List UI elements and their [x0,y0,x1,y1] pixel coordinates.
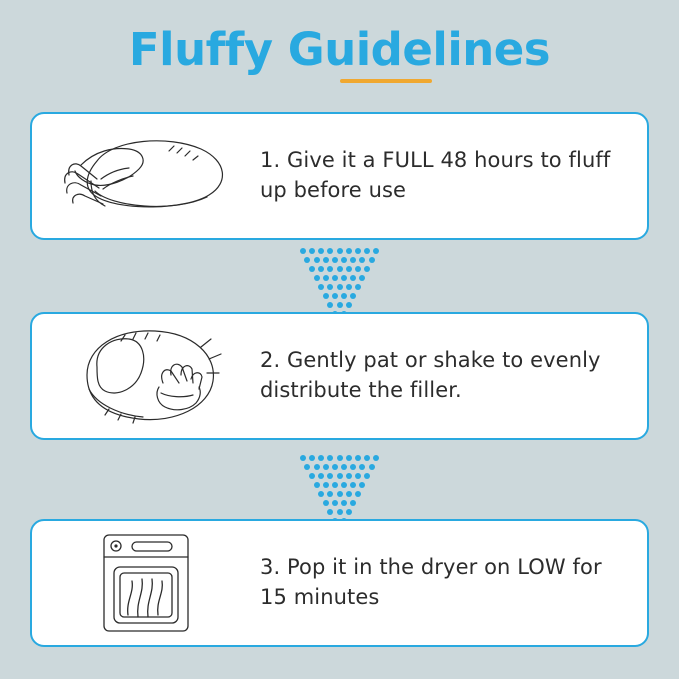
arrow-dot [355,266,361,272]
arrow-dot [369,464,375,470]
arrow-dot [337,455,343,461]
arrow-dot [350,482,356,488]
dot-row [298,491,381,500]
arrow-dot [327,266,333,272]
arrow-dot [359,464,365,470]
arrow-dot [355,491,361,497]
arrow-dot [359,482,365,488]
arrow-dot [341,257,347,263]
arrow-dot [337,302,343,308]
arrow-dot [309,473,315,479]
step-card-1 [30,112,649,240]
arrow-dot [337,473,343,479]
step-3-text: 3. Pop it in the dryer on LOW for 15 minutes [260,555,602,609]
hands-shaking-pillow-icon [51,317,241,435]
arrow-dot [327,455,333,461]
step-2-text: 2. Gently pat or shake to evenly distribute the filler. [260,348,601,402]
arrow-dot [318,491,324,497]
dot-row [298,500,381,509]
arrow-dot [332,275,338,281]
arrow-dot [337,284,343,290]
dryer-machine-icon [86,527,206,639]
arrow-dot [355,284,361,290]
step-card-2 [30,312,649,440]
arrow-dot [314,464,320,470]
arrow-dot [304,257,310,263]
dot-row [298,464,381,473]
arrow-dot [337,509,343,515]
arrow-dot [337,266,343,272]
arrow-dot [355,473,361,479]
arrow-dot [359,257,365,263]
arrow-dot [346,266,352,272]
arrow-dot [346,455,352,461]
arrow-dot [323,293,329,299]
arrow-dot [327,491,333,497]
arrow-dot [309,455,315,461]
arrow-dot [318,455,324,461]
arrow-dot [300,248,306,254]
arrow-dot [304,464,310,470]
arrow-dot [327,248,333,254]
arrow-dot [346,509,352,515]
arrow-dot [341,464,347,470]
arrow-dot [364,455,370,461]
step-1-illustration [32,114,260,238]
arrow-dot [323,275,329,281]
arrow-dot [364,248,370,254]
arrow-dot [346,284,352,290]
arrow-dot [332,293,338,299]
arrow-dot [350,293,356,299]
dot-row [298,266,381,275]
arrow-dot [373,455,379,461]
arrow-dot [341,293,347,299]
dot-row [298,257,381,266]
arrow-dot [327,509,333,515]
arrow-dot [309,266,315,272]
dot-row [298,284,381,293]
dot-row [298,248,381,257]
arrow-dot [318,266,324,272]
arrow-dot [337,491,343,497]
dot-row [298,455,381,464]
dot-row [298,302,381,311]
arrow-dot [350,500,356,506]
arrow-dot [364,473,370,479]
arrow-dot [346,248,352,254]
dot-row [298,293,381,302]
arrow-dot [323,257,329,263]
arrow-dot [350,464,356,470]
arrow-dot [318,248,324,254]
arrow-dot [373,248,379,254]
step-card-3 [30,519,649,647]
arrow-dot [355,455,361,461]
dot-row [298,275,381,284]
arrow-dot [323,464,329,470]
arrow-dot [364,266,370,272]
page-title-area [0,0,679,83]
arrow-dot [337,248,343,254]
arrow-dot [327,302,333,308]
arrow-dot [318,284,324,290]
arrow-dot [346,491,352,497]
arrow-dot [300,455,306,461]
arrow-dot [369,257,375,263]
arrow-dot [318,473,324,479]
arrow-dot [341,482,347,488]
title-underline [340,79,432,83]
arrow-dot [314,257,320,263]
step-2-illustration [32,314,260,438]
arrow-dot [314,482,320,488]
arrow-dot [341,275,347,281]
arrow-dot [346,473,352,479]
step-1-text: 1. Give it a FULL 48 hours to fluff up before use [260,148,611,202]
arrow-dot [323,482,329,488]
arrow-dot [332,257,338,263]
arrow-dot [350,257,356,263]
arrow-dot [323,500,329,506]
arrow-dot [332,482,338,488]
arrow-dot [346,302,352,308]
arrow-dot [309,248,315,254]
arrow-dot [327,473,333,479]
hand-patting-pillow-icon [51,121,241,231]
arrow-dot [359,275,365,281]
arrow-dot [332,500,338,506]
dot-row [298,473,381,482]
arrow-dot [341,500,347,506]
arrow-dot [355,248,361,254]
dot-row [298,482,381,491]
arrow-dot [327,284,333,290]
step-3-illustration [32,521,260,645]
arrow-dot [314,275,320,281]
arrow-dot [350,275,356,281]
page-title: Fluffy Guidelines [128,23,551,76]
arrow-dot [332,464,338,470]
dot-row [298,509,381,518]
